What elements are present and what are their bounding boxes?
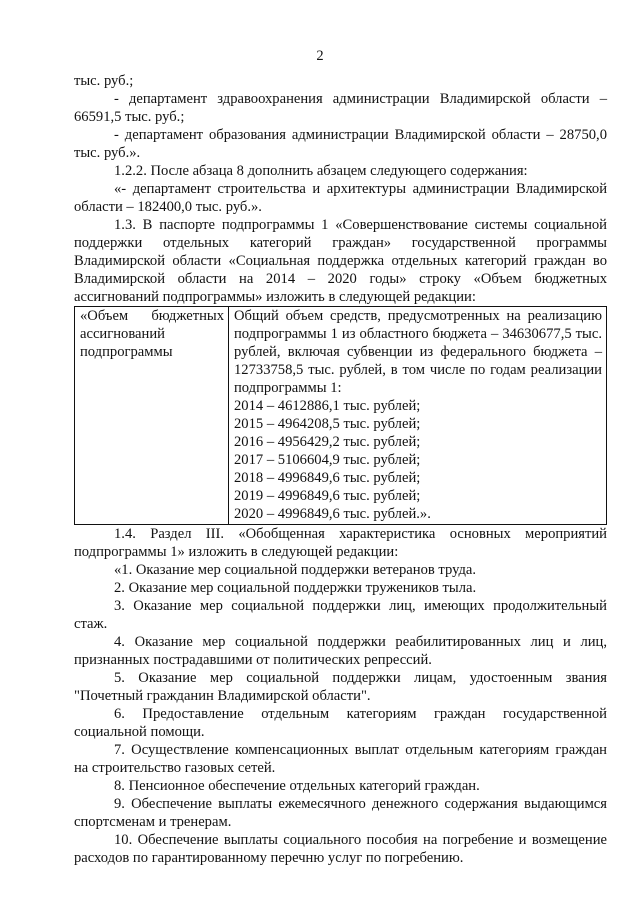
paragraph-health-department: - департамент здравоохранения администрации Владимирской области – 66591,5 тыс. руб.; (74, 91, 607, 125)
document-body (74, 72, 607, 867)
table-year-line: 2015 – 4964208,5 тыс. рублей; (234, 416, 421, 432)
list-item: 6. Предоставление отдельным категориям граждан государственной социальной помощи. (74, 706, 607, 740)
list-item: «1. Оказание мер социальной поддержки ветеранов труда. (114, 562, 477, 578)
table-label-line: ассигнований (80, 326, 165, 342)
paragraph-1-3: 1.3. В паспорте подпрограммы 1 «Совершенствование системы социальной поддержки отдельных категорий граждан» государственной программы Владимирской области «Социальная поддержка отдельных категорий граждан во Владимирской области на 2014 – 2020 годы» строку «Объем бюджетных ассигнований подпрограммы» изложить в следующей редакции: (74, 217, 607, 305)
table-label-cell (75, 307, 229, 525)
list-item: 9. Обеспечение выплаты ежемесячного денежного содержания выдающимся спортсменам и тренерам. (74, 796, 607, 830)
paragraph-construction-department: «- департамент строительства и архитектуры администрации Владимирской области – 182400,0 тыс. руб.». (74, 181, 607, 215)
list-item: 8. Пенсионное обеспечение отдельных категорий граждан. (114, 778, 480, 794)
page-number: 2 (316, 48, 324, 64)
table-row (75, 307, 607, 525)
table-year-line: 2017 – 5106604,9 тыс. рублей; (234, 452, 421, 468)
table-value-cell (229, 307, 607, 525)
paragraph-continuation: тыс. руб.; (74, 73, 134, 89)
table-label-line: подпрограммы (80, 344, 173, 360)
list-item: 4. Оказание мер социальной поддержки реабилитированных лиц и лиц, признанных пострадавшими от политических репрессий. (74, 634, 607, 668)
list-item: 7. Осуществление компенсационных выплат отдельным категориям граждан на строительство газовых сетей. (74, 742, 607, 776)
paragraph-1-2-2: 1.2.2. После абзаца 8 дополнить абзацем следующего содержания: (114, 163, 528, 179)
budget-allocation-table (74, 306, 607, 525)
table-year-line: 2019 – 4996849,6 тыс. рублей; (234, 488, 421, 504)
list-item: 10. Обеспечение выплаты социального пособия на погребение и возмещение расходов по гарантированному перечню услуг по погребению. (74, 832, 607, 866)
table-year-line: 2018 – 4996849,6 тыс. рублей; (234, 470, 421, 486)
table-label-line: «Объем бюджетных (80, 308, 224, 324)
list-item: 3. Оказание мер социальной поддержки лиц, имеющих продолжительный стаж. (74, 598, 607, 632)
paragraph-1-4: 1.4. Раздел III. «Обобщенная характеристика основных мероприятий подпрограммы 1» изложить в следующей редакции: (74, 526, 607, 560)
table-year-line: 2016 – 4956429,2 тыс. рублей; (234, 434, 421, 450)
table-year-line: 2020 – 4996849,6 тыс. рублей.». (234, 506, 431, 522)
table-year-line: 2014 – 4612886,1 тыс. рублей; (234, 398, 421, 414)
table-summary: Общий объем средств, предусмотренных на реализацию подпрограммы 1 из областного бюджета – 34630677,5 тыс. рублей, включая субвенции из федерального бюджета – 12733758,5 тыс. рублей, в том числе по годам реализации подпрограммы 1: (234, 308, 602, 396)
paragraph-education-department: - департамент образования администрации Владимирской области – 28750,0 тыс. руб.». (74, 127, 607, 161)
list-item: 5. Оказание мер социальной поддержки лицам, удостоенным звания "Почетный гражданин Владимирской области". (74, 670, 607, 704)
list-item: 2. Оказание мер социальной поддержки тружеников тыла. (114, 580, 477, 596)
